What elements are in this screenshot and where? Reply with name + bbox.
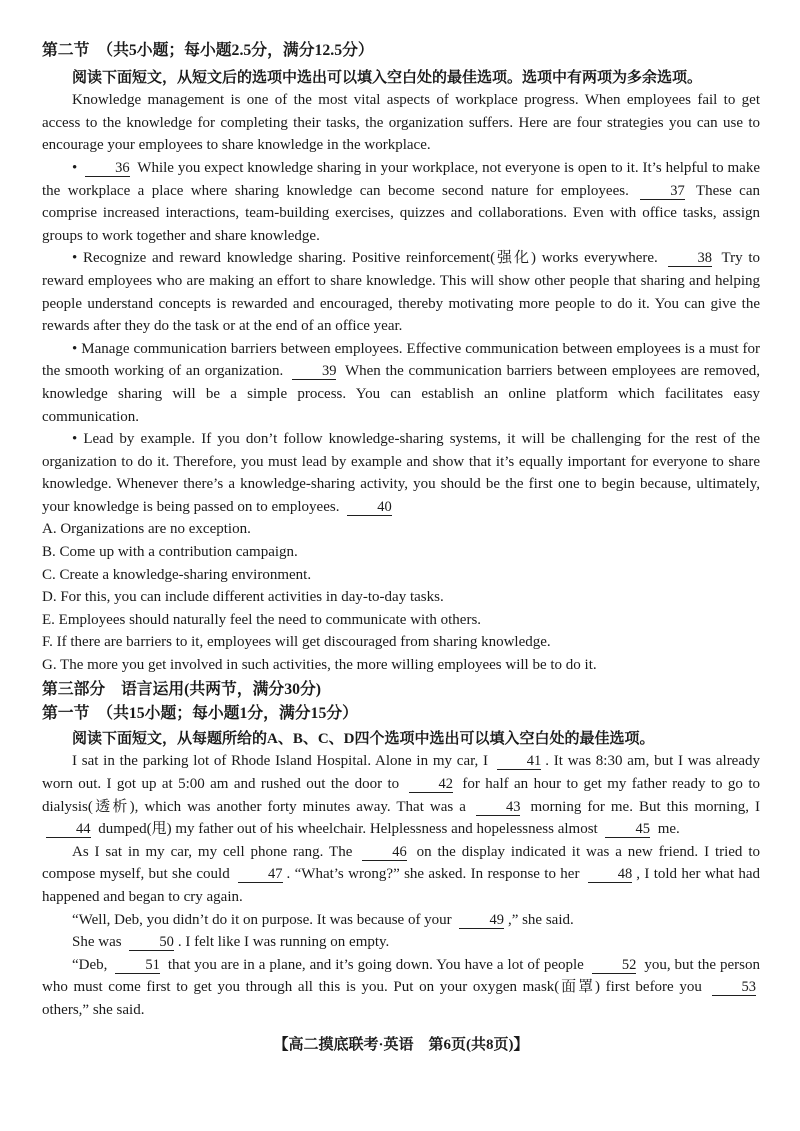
blank-38: 38 [668,250,713,267]
option-e: E. Employees should naturally feel the need to communicate with others. [42,611,482,628]
option-b: B. Come up with a contribution campaign. [42,544,298,561]
cloze-paragraph-2: As I sat in my car, my cell phone rang. The 46 on the display indicated it was a new friend. I tried to compose myself, but she could 47 . “What’s wrong?” she asked. In response to her 48 , I told her what had happened and began to cry again. [42,843,760,905]
cloze-paragraph-4: She was 50 . I felt like I was running on empty. [72,934,390,951]
seven-select-paragraph-1: Knowledge management is one of the most vital aspects of workplace progress. When employees fail to get access to the knowledge for completing their tasks, the organization suffers. Here are four strategies you can use to encourage your employees to share knowledge in the workplace. [42,92,760,154]
option-f: F. If there are barriers to it, employees will get discouraged from sharing knowledge. [42,634,551,651]
blank-37: 37 [640,183,685,200]
option-c: C. Create a knowledge-sharing environment. [42,566,312,583]
blank-39: 39 [292,363,337,380]
section-two-heading: 第二节 （共5小题；每小题2.5分，满分12.5分） [42,42,374,59]
blank-50: 50 [129,934,174,951]
blank-41: 41 [497,753,542,770]
blank-53: 53 [712,979,757,996]
option-g: G. The more you get involved in such activities, the more willing employees will be to do it. [42,657,597,674]
blank-51: 51 [115,957,160,974]
blank-45: 45 [605,821,650,838]
blank-43: 43 [476,799,521,816]
seven-select-paragraph-2: • 36 While you expect knowledge sharing in your workplace, not everyone is open to it. It’s helpful to make the workplace a place where sharing knowledge can become second nature for employees. 37 These can comprise increased interactions, team-building exercises, quizzes and collaborations. Even with office tasks, assign groups to work together and share knowledge. [42,159,760,244]
cloze-paragraph-1: I sat in the parking lot of Rhode Island Hospital. Alone in my car, I 41 . It was 8:30 am, but I was already worn out. I got up at 5:00 am and rushed out the door to 42 for half an hour to get my father ready to go to dialysis(透析), which was another forty minutes away. That was a 43 morning for me. But this morning, I 44 dumped(甩) my father out of his wheelchair. Helplessness and hopelessness almost 45 me. [42,753,760,838]
blank-40: 40 [347,499,392,516]
blank-52: 52 [592,957,637,974]
blank-49: 49 [459,912,504,929]
option-d: D. For this, you can include different activities in day-to-day tasks. [42,589,444,606]
blank-48: 48 [588,866,633,883]
section-three-instruction: 阅读下面短文，从每题所给的A、B、C、D四个选项中选出可以填入空白处的最佳选项。 [72,730,655,747]
section-two-instruction: 阅读下面短文，从短文后的选项中选出可以填入空白处的最佳选项。选项中有两项为多余选项。 [72,69,703,86]
seven-select-paragraph-4: • Manage communication barriers between employees. Effective communication between employees is a must for the smooth working of an organization. 39 When the communication barriers between employees are removed, knowledge sharing will be a simple process. You can establish an online platform which facilitates easy communication. [42,340,760,425]
blank-42: 42 [409,776,454,793]
option-a: A. Organizations are no exception. [42,521,251,538]
blank-44: 44 [46,821,91,838]
section-three-sub-heading: 第一节 （共15小题；每小题1分，满分15分） [42,705,358,723]
cloze-paragraph-5: “Deb, 51 that you are in a plane, and it’s going down. You have a lot of people 52 you, but the person who must come first to get you through all this is you. Put on your oxygen mask(面罩) first before you 53 others,” she said. [42,956,761,1018]
section-three-heading: 第三部分 语言运用(共两节，满分30分) [42,680,322,698]
cloze-paragraph-3: “Well, Deb, you didn’t do it on purpose. It was because of your 49 ,” she said. [72,911,574,928]
seven-select-paragraph-5: • Lead by example. If you don’t follow knowledge-sharing systems, it will be challenging for the rest of the organization to do it. Therefore, you must lead by example and show that it’s equally important for everyone to share knowledge. Whenever there’s a knowledge-sharing activity, you should be the first one to begin because, ultimately, your knowledge is being passed on to employees. 40 [42,431,760,515]
page-footer: 【高二摸底联考·英语 第6页(共8页)】 [273,1036,529,1053]
blank-47: 47 [238,866,283,883]
blank-36: 36 [85,160,130,177]
blank-46: 46 [362,844,407,861]
seven-select-paragraph-3: • Recognize and reward knowledge sharing. Positive reinforcement(强化) works everywhere. 38 Try to reward employees who are making an effort to share knowledge. This will show other people that sharing and helping people understand concepts is rewarded and encouraged, thereby motivating more people to do it. You can give the rewards after they do the task or at the end of an office year. [42,250,760,335]
